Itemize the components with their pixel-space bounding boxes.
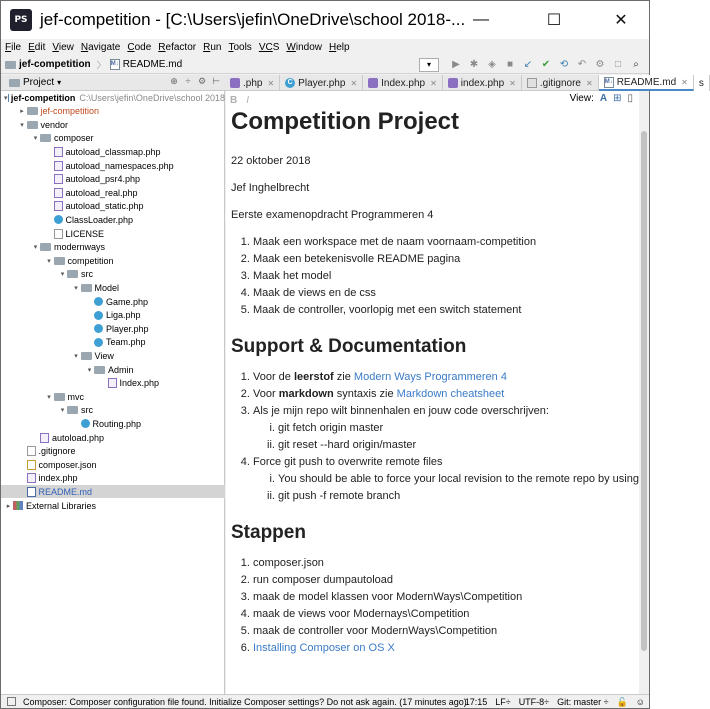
json-file-icon <box>27 460 36 470</box>
folder-icon <box>94 366 105 374</box>
search-icon[interactable]: ⌕ <box>633 59 639 70</box>
tree-node[interactable]: ▾ mvc <box>1 390 225 403</box>
expand-arrow-icon[interactable]: ▾ <box>47 393 51 401</box>
expand-arrow-icon[interactable]: ▾ <box>60 271 65 279</box>
tree-node[interactable]: ▸ jef-competition <box>1 105 225 118</box>
expand-arrow-icon[interactable]: ▾ <box>33 135 38 143</box>
caret-position[interactable]: 17:15 <box>464 697 488 707</box>
menu-item[interactable]: Code <box>127 42 152 53</box>
php-file-icon <box>54 201 63 211</box>
tree-node[interactable]: README.md <box>1 485 225 498</box>
folder-icon <box>27 107 38 115</box>
tab-player-php[interactable]: C Player.php ✕ <box>280 75 363 91</box>
tree-node[interactable]: ClassLoader.php <box>1 213 225 226</box>
list-item: 4. Maak de views en de css <box>253 285 641 302</box>
list-item: ii. git reset --hard origin/master <box>278 437 641 454</box>
vcs-commit-icon[interactable]: ✔ <box>541 59 551 70</box>
run-icon[interactable]: ▶ <box>452 59 460 70</box>
expand-arrow-icon[interactable]: ▾ <box>60 407 65 415</box>
menu-item[interactable]: VCS <box>258 42 280 53</box>
folder-icon <box>40 243 51 251</box>
lock-icon[interactable]: 🔓 <box>616 696 628 707</box>
list-item: 4. maak de views voor Modernays\Competition <box>253 606 641 623</box>
tree-node[interactable]: ▾ View <box>1 349 225 362</box>
markdown-cheatsheet-link[interactable]: Markdown cheatsheet <box>396 388 505 400</box>
file-icon <box>27 446 36 456</box>
phpstorm-logo-icon: PS <box>10 9 32 31</box>
close-button[interactable]: ✕ <box>614 12 628 29</box>
stappen-heading: Stappen <box>231 522 306 543</box>
hide-icon[interactable]: ⊢ <box>212 76 220 86</box>
list-item: 3. Als je mijn repo wilt binnenhalen en jouw code overschrijven: i. git fetch origin master ii. git reset --hard origin/master <box>253 403 641 454</box>
tree-node[interactable]: Index.php <box>1 377 225 390</box>
expand-arrow-icon[interactable]: ▾ <box>4 94 8 102</box>
breadcrumb-separator: 〉 <box>96 60 106 70</box>
tree-node[interactable]: ▾ modernways <box>1 241 225 254</box>
folder-icon <box>54 257 65 265</box>
close-tab-icon[interactable]: ✕ <box>350 78 358 88</box>
tree-node[interactable]: ▾ Model <box>1 281 225 294</box>
expand-arrow-icon[interactable]: ▾ <box>74 284 78 292</box>
expand-arrow-icon[interactable]: ▾ <box>74 352 78 360</box>
expand-arrow-icon[interactable]: ▸ <box>6 502 11 510</box>
expand-arrow-icon[interactable]: ▾ <box>47 257 51 265</box>
folder-icon <box>9 79 20 87</box>
breadcrumb-project[interactable]: jef-competition <box>5 59 91 70</box>
list-item: 2. Maak een betekenisvolle README pagina <box>253 251 641 268</box>
menu-item[interactable]: Edit <box>28 42 46 53</box>
stappen-list <box>231 555 641 657</box>
markdown-icon: M↓ <box>110 59 120 70</box>
git-file-icon <box>527 78 537 88</box>
stop-icon[interactable]: ■ <box>506 59 514 70</box>
tree-node[interactable]: autoload_psr4.php <box>1 173 225 186</box>
close-tab-icon[interactable]: ✕ <box>586 78 593 88</box>
markdown-icon <box>27 487 36 497</box>
vcs-revert-icon[interactable]: ↶ <box>577 59 587 70</box>
tree-node[interactable]: ▾ jef-competition C:\Users\jefin\OneDrive\school 2018 <box>4 92 225 103</box>
modern-ways-link[interactable]: Modern Ways Programmeren 4 <box>353 371 507 383</box>
class-icon <box>81 419 90 428</box>
menu-item[interactable]: Help <box>328 42 350 53</box>
split-view-button[interactable]: ⊞ <box>613 93 622 104</box>
support-list <box>231 369 641 505</box>
folder-icon <box>5 61 16 69</box>
class-icon <box>94 297 103 306</box>
menu-item[interactable]: Window <box>286 42 322 53</box>
coverage-icon[interactable]: ◈ <box>488 59 496 70</box>
editor-tabs <box>225 75 704 91</box>
doc-author: Jef Inghelbrecht <box>231 182 310 194</box>
gear-icon[interactable]: ⚙ <box>197 76 207 86</box>
tree-node[interactable]: ▾ vendor <box>1 118 225 131</box>
tool-windows-icon[interactable] <box>7 697 16 706</box>
folder-icon <box>81 352 92 360</box>
support-heading: Support & Documentation <box>231 336 467 357</box>
tree-node[interactable]: ▸ External Libraries <box>1 499 225 512</box>
php-file-icon <box>448 78 458 88</box>
markdown-preview <box>226 91 639 694</box>
file-encoding[interactable]: UTF-8÷ <box>518 697 550 707</box>
vcs-update-icon[interactable]: ↙ <box>523 59 533 70</box>
expand-arrow-icon[interactable]: ▾ <box>33 244 38 252</box>
list-item: 4. Force git push to overwrite remote files i. You should be able to force your local revision to the remote repo by using ii. git push -f remote branch <box>253 454 641 505</box>
list-item: 2. run composer dumpautoload <box>253 572 641 589</box>
run-config-dropdown[interactable]: ▾ <box>419 58 439 72</box>
class-icon <box>94 311 103 320</box>
task-list <box>231 234 641 319</box>
menu-bar <box>1 39 649 56</box>
tree-node[interactable]: LICENSE <box>1 227 225 240</box>
class-icon <box>94 324 103 333</box>
list-item: ii. git push -f remote branch <box>278 488 641 505</box>
tree-node[interactable]: Team.php <box>1 336 225 349</box>
class-icon <box>94 338 103 347</box>
list-item: 3. maak de model klassen voor ModernWays\Competition <box>253 589 641 606</box>
project-tree <box>1 91 225 694</box>
list-item: 5. maak de controller voor ModernWays\Competition <box>253 623 641 640</box>
git-branch[interactable]: Git: master ÷ <box>557 697 609 707</box>
bold-button[interactable]: B <box>230 94 238 106</box>
settings-icon[interactable]: ⚙ <box>595 59 605 70</box>
tree-node[interactable]: Player.php <box>1 322 225 335</box>
tree-node[interactable]: ▾ composer <box>1 132 225 145</box>
status-message[interactable]: Composer: Composer configuration file found. Initialize Composer settings? Do not ask again. (17 minutes ago) <box>23 696 467 707</box>
expand-arrow-icon[interactable]: ▾ <box>20 121 24 129</box>
editor-only-button[interactable]: A <box>599 93 608 104</box>
php-file-icon <box>108 378 117 388</box>
folder-icon <box>27 121 38 129</box>
debug-icon[interactable]: ✱ <box>469 59 479 70</box>
list-item: i. You should be able to force your local revision to the remote repo by using <box>278 471 641 488</box>
close-tab-icon[interactable]: ✕ <box>509 78 516 88</box>
doc-intro: Eerste examenopdracht Programmeren 4 <box>231 209 434 221</box>
collapse-icon[interactable]: ÷ <box>185 76 191 86</box>
tree-node[interactable]: index.php <box>1 472 225 485</box>
vcs-history-icon[interactable]: ⟲ <box>559 59 569 70</box>
view-label: View: <box>569 93 594 104</box>
navigation-bar <box>1 56 649 74</box>
status-widgets <box>457 695 645 709</box>
tree-node[interactable]: ▾ Admin <box>1 363 225 376</box>
php-file-icon <box>368 78 378 88</box>
stop-process-icon[interactable]: □ <box>614 59 622 70</box>
italic-button[interactable]: I <box>246 94 250 106</box>
scrollbar-thumb[interactable] <box>641 131 647 651</box>
php-file-icon <box>230 78 240 88</box>
tree-node[interactable]: ▾ src <box>1 404 225 417</box>
tab-index-php[interactable]: index.php ✕ <box>443 75 522 91</box>
php-file-icon <box>54 147 63 157</box>
list-item: 1. Maak een workspace met de naam voornaam-competition <box>253 234 641 251</box>
list-item: 1. Voor de leerstof zie Modern Ways Programmeren 4 <box>253 369 641 386</box>
library-icon <box>13 501 23 510</box>
window-title: jef-competition - [C:\Users\jefin\OneDrive\school 2018-... <box>40 10 466 29</box>
folder-icon <box>54 393 65 401</box>
tab-s[interactable]: s <box>694 75 710 91</box>
tab-readme-md[interactable]: M↓ README.md ✕ <box>599 75 694 91</box>
breadcrumb-file[interactable]: M↓ README.md <box>110 59 183 70</box>
tree-node[interactable]: autoload_static.php <box>1 200 225 213</box>
close-tab-icon[interactable]: ✕ <box>430 78 437 88</box>
title-bar <box>1 1 649 39</box>
tab--php[interactable]: .php ✕ <box>225 75 280 91</box>
markdown-icon: M↓ <box>604 77 614 88</box>
menu-item[interactable]: File <box>5 42 22 53</box>
line-separator[interactable]: LF÷ <box>495 697 511 707</box>
php-file-icon <box>40 433 49 443</box>
folder-icon <box>81 284 92 292</box>
editor-scrollbar[interactable] <box>639 91 649 694</box>
menu-item[interactable]: Tools <box>228 42 252 53</box>
tree-node[interactable]: autoload_namespaces.php <box>1 159 225 172</box>
tree-node[interactable]: .gitignore <box>1 445 225 458</box>
menu-item[interactable]: View <box>52 42 74 53</box>
list-item: 3. Maak het model <box>253 268 641 285</box>
markdown-content <box>231 107 641 657</box>
installing-composer-link[interactable]: Installing Composer on OS X <box>253 642 395 654</box>
php-file-icon <box>54 188 63 198</box>
list-item: 1. composer.json <box>253 555 641 572</box>
folder-icon <box>67 406 78 414</box>
tree-node[interactable]: autoload_classmap.php <box>1 145 225 158</box>
preview-only-button[interactable]: ▯ <box>627 93 633 104</box>
folder-icon <box>67 270 78 278</box>
php-file-icon <box>27 473 36 483</box>
maximize-button[interactable]: ☐ <box>546 12 562 29</box>
php-file-icon <box>54 161 63 171</box>
class-icon: C <box>285 78 295 88</box>
notifications-icon[interactable]: ☺ <box>635 697 645 707</box>
list-item: 5. Maak de controller, voorlopig met een switch statement <box>253 302 641 319</box>
list-item: 2. Voor markdown syntaxis zie Markdown cheatsheet <box>253 386 641 403</box>
status-bar <box>1 694 649 708</box>
list-item <box>253 640 641 657</box>
locate-icon[interactable]: ⊕ <box>170 76 178 86</box>
php-file-icon <box>54 174 63 184</box>
project-view-dropdown[interactable]: Project ▾ <box>9 77 61 88</box>
tab-index-php[interactable]: Index.php ✕ <box>363 75 443 91</box>
menu-item[interactable]: Navigate <box>80 42 121 53</box>
close-tab-icon[interactable]: ✕ <box>267 78 275 88</box>
project-panel-actions <box>167 76 223 87</box>
class-icon <box>54 215 63 224</box>
file-icon <box>54 229 63 239</box>
doc-title: Competition Project <box>231 108 460 135</box>
tree-node[interactable]: Routing.php <box>1 417 225 430</box>
minimize-button[interactable]: — <box>473 11 489 28</box>
main-toolbar <box>419 57 645 73</box>
view-mode-switcher <box>564 93 633 104</box>
tree-node[interactable]: composer.json <box>1 458 225 471</box>
tree-node[interactable]: Game.php <box>1 295 225 308</box>
close-tab-icon[interactable]: ✕ <box>681 77 688 87</box>
tree-node[interactable]: autoload_real.php <box>1 186 225 199</box>
list-item: i. git fetch origin master <box>278 420 641 437</box>
expand-arrow-icon[interactable]: ▾ <box>87 366 92 374</box>
doc-date: 22 oktober 2018 <box>231 155 311 167</box>
tree-node[interactable]: ▾ src <box>1 268 225 281</box>
menu-item[interactable]: Refactor <box>158 42 197 53</box>
project-panel-header <box>1 75 225 91</box>
folder-icon <box>40 134 51 142</box>
expand-arrow-icon[interactable]: ▸ <box>20 108 24 116</box>
tab--gitignore[interactable]: .gitignore ✕ <box>522 75 599 91</box>
tree-node[interactable]: ▾ competition <box>1 254 225 267</box>
tree-node[interactable]: autoload.php <box>1 431 225 444</box>
menu-item[interactable]: Run <box>203 42 222 53</box>
tree-node[interactable]: Liga.php <box>1 309 225 322</box>
